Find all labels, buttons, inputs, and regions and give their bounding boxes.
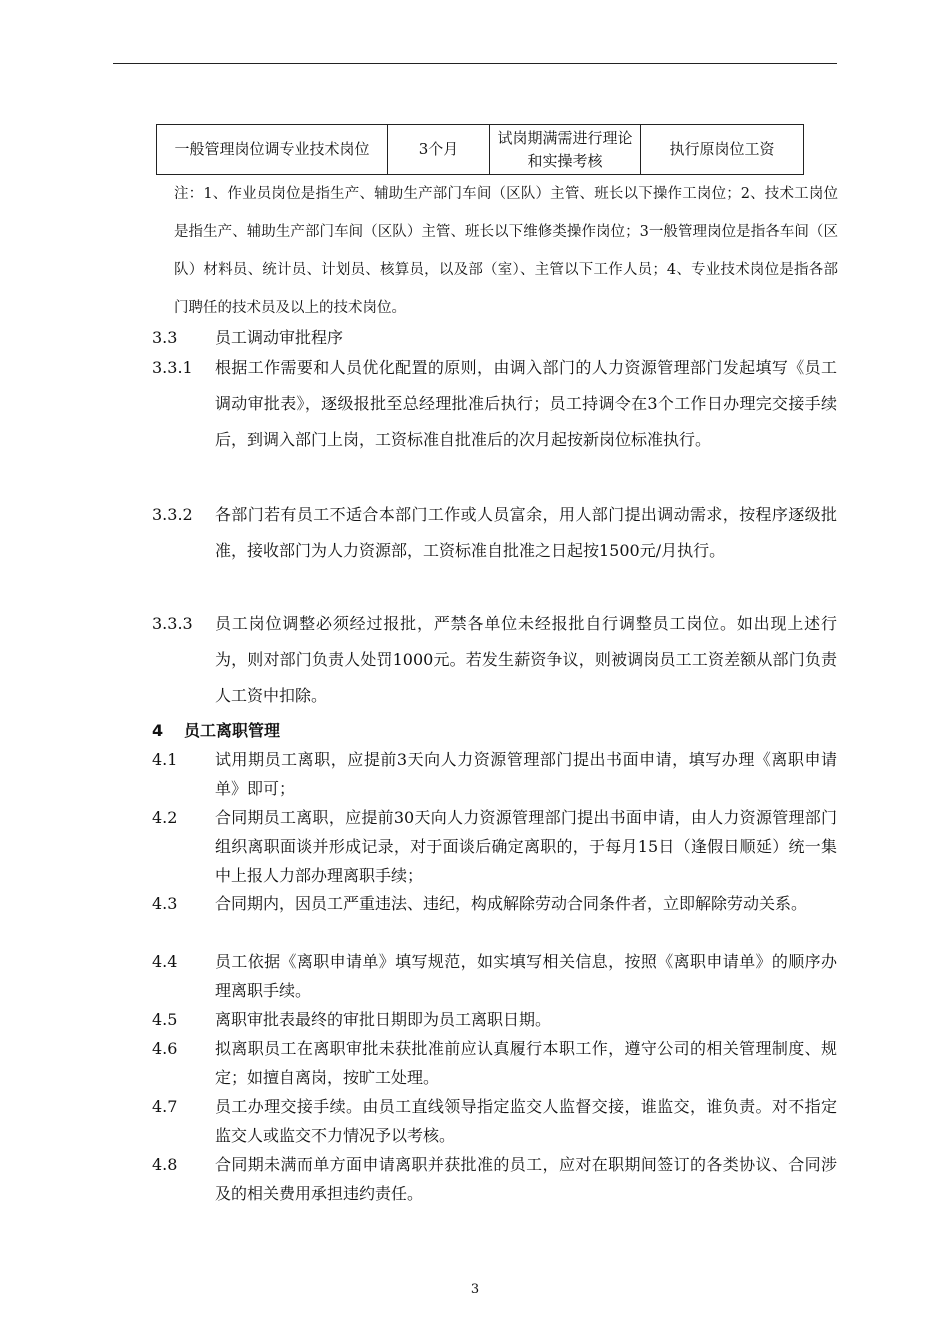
table-cell-probation-period: 3个月 [388, 125, 490, 175]
section-number: 4.5 [152, 1010, 178, 1029]
section-text: 合同期内，因员工严重违法、违纪，构成解除劳动合同条件者，立即解除劳动关系。 [215, 894, 808, 913]
section-heading: 员工调动审批程序 [215, 328, 344, 347]
section-heading: 员工离职管理 [184, 721, 281, 740]
section-text: 拟离职员工在离职审批未获批准前应认真履行本职工作，遵守公司的相关管理制度、规定；如擅自离岗，按旷工处理。 [215, 1039, 837, 1087]
section-number: 4.4 [152, 952, 178, 971]
section-text: 试用期员工离职，应提前3天向人力资源管理部门提出书面申请，填写办理《离职申请单》即可； [215, 750, 837, 798]
section-number: 4.7 [152, 1097, 178, 1116]
section-text: 员工岗位调整必须经过报批，严禁各单位未经报批自行调整员工岗位。如出现上述行为，则对部门负责人处罚1000元。若发生薪资争议，则被调岗员工工资差额从部门负责人工资中扣除。 [215, 614, 837, 705]
table-cell-assessment: 试岗期满需进行理论和实操考核 [490, 125, 641, 175]
section-number: 4 [152, 721, 164, 740]
section-number: 4.6 [152, 1039, 178, 1058]
table-cell-position-change: 一般管理岗位调专业技术岗位 [157, 125, 388, 175]
section-number: 4.2 [152, 808, 178, 827]
section-number: 3.3.2 [152, 505, 193, 524]
section-text: 员工依据《离职申请单》填写规范，如实填写相关信息，按照《离职申请单》的顺序办理离职手续。 [215, 952, 837, 1000]
section-number: 4.3 [152, 894, 178, 913]
section-number: 3.3.3 [152, 614, 193, 633]
section-text: 合同期未满而单方面申请离职并获批准的员工，应对在职期间签订的各类协议、合同涉及的相关费用承担违约责任。 [215, 1155, 837, 1203]
section-text: 合同期员工离职，应提前30天向人力资源管理部门提出书面申请，由人力资源管理部门组织离职面谈并形成记录，对于面谈后确定离职的，于每月15日（逢假日顺延）统一集中上报人力部办理离职手续； [215, 808, 837, 885]
section-number: 4.1 [152, 750, 178, 769]
probation-table [156, 124, 804, 175]
table-cell-salary: 执行原岗位工资 [641, 125, 804, 175]
section-number: 3.3.1 [152, 358, 193, 377]
section-text: 员工办理交接手续。由员工直线领导指定监交人监督交接，谁监交，谁负责。对不指定监交人或监交不力情况予以考核。 [215, 1097, 837, 1145]
section-text: 离职审批表最终的审批日期即为员工离职日期。 [215, 1010, 552, 1029]
page-number: 3 [470, 1282, 480, 1297]
section-number: 3.3 [152, 328, 178, 347]
section-text: 根据工作需要和人员优化配置的原则，由调入部门的人力资源管理部门发起填写《员工调动审批表》，逐级报批至总经理批准后执行；员工持调令在3个工作日办理完交接手续后，到调入部门上岗，工资标准自批准后的次月起按新岗位标准执行。 [215, 358, 837, 449]
table-note: 注：1、作业员岗位是指生产、辅助生产部门车间（区队）主管、班长以下操作工岗位；2、技术工岗位是指生产、辅助生产部门车间（区队）主管、班长以下维修类操作岗位；3一般管理岗位是指各车间（区队）材料员、统计员、计划员、核算员，以及部（室）、主管以下工作人员；4、专业技术岗位是指各部门聘任的技术员及以上的技术岗位。 [174, 186, 838, 316]
section-number: 4.8 [152, 1155, 178, 1174]
table-row [157, 125, 804, 175]
header-rule [113, 63, 837, 64]
section-text: 各部门若有员工不适合本部门工作或人员富余，用人部门提出调动需求，按程序逐级批准，接收部门为人力资源部，工资标准自批准之日起按1500元/月执行。 [215, 505, 837, 560]
